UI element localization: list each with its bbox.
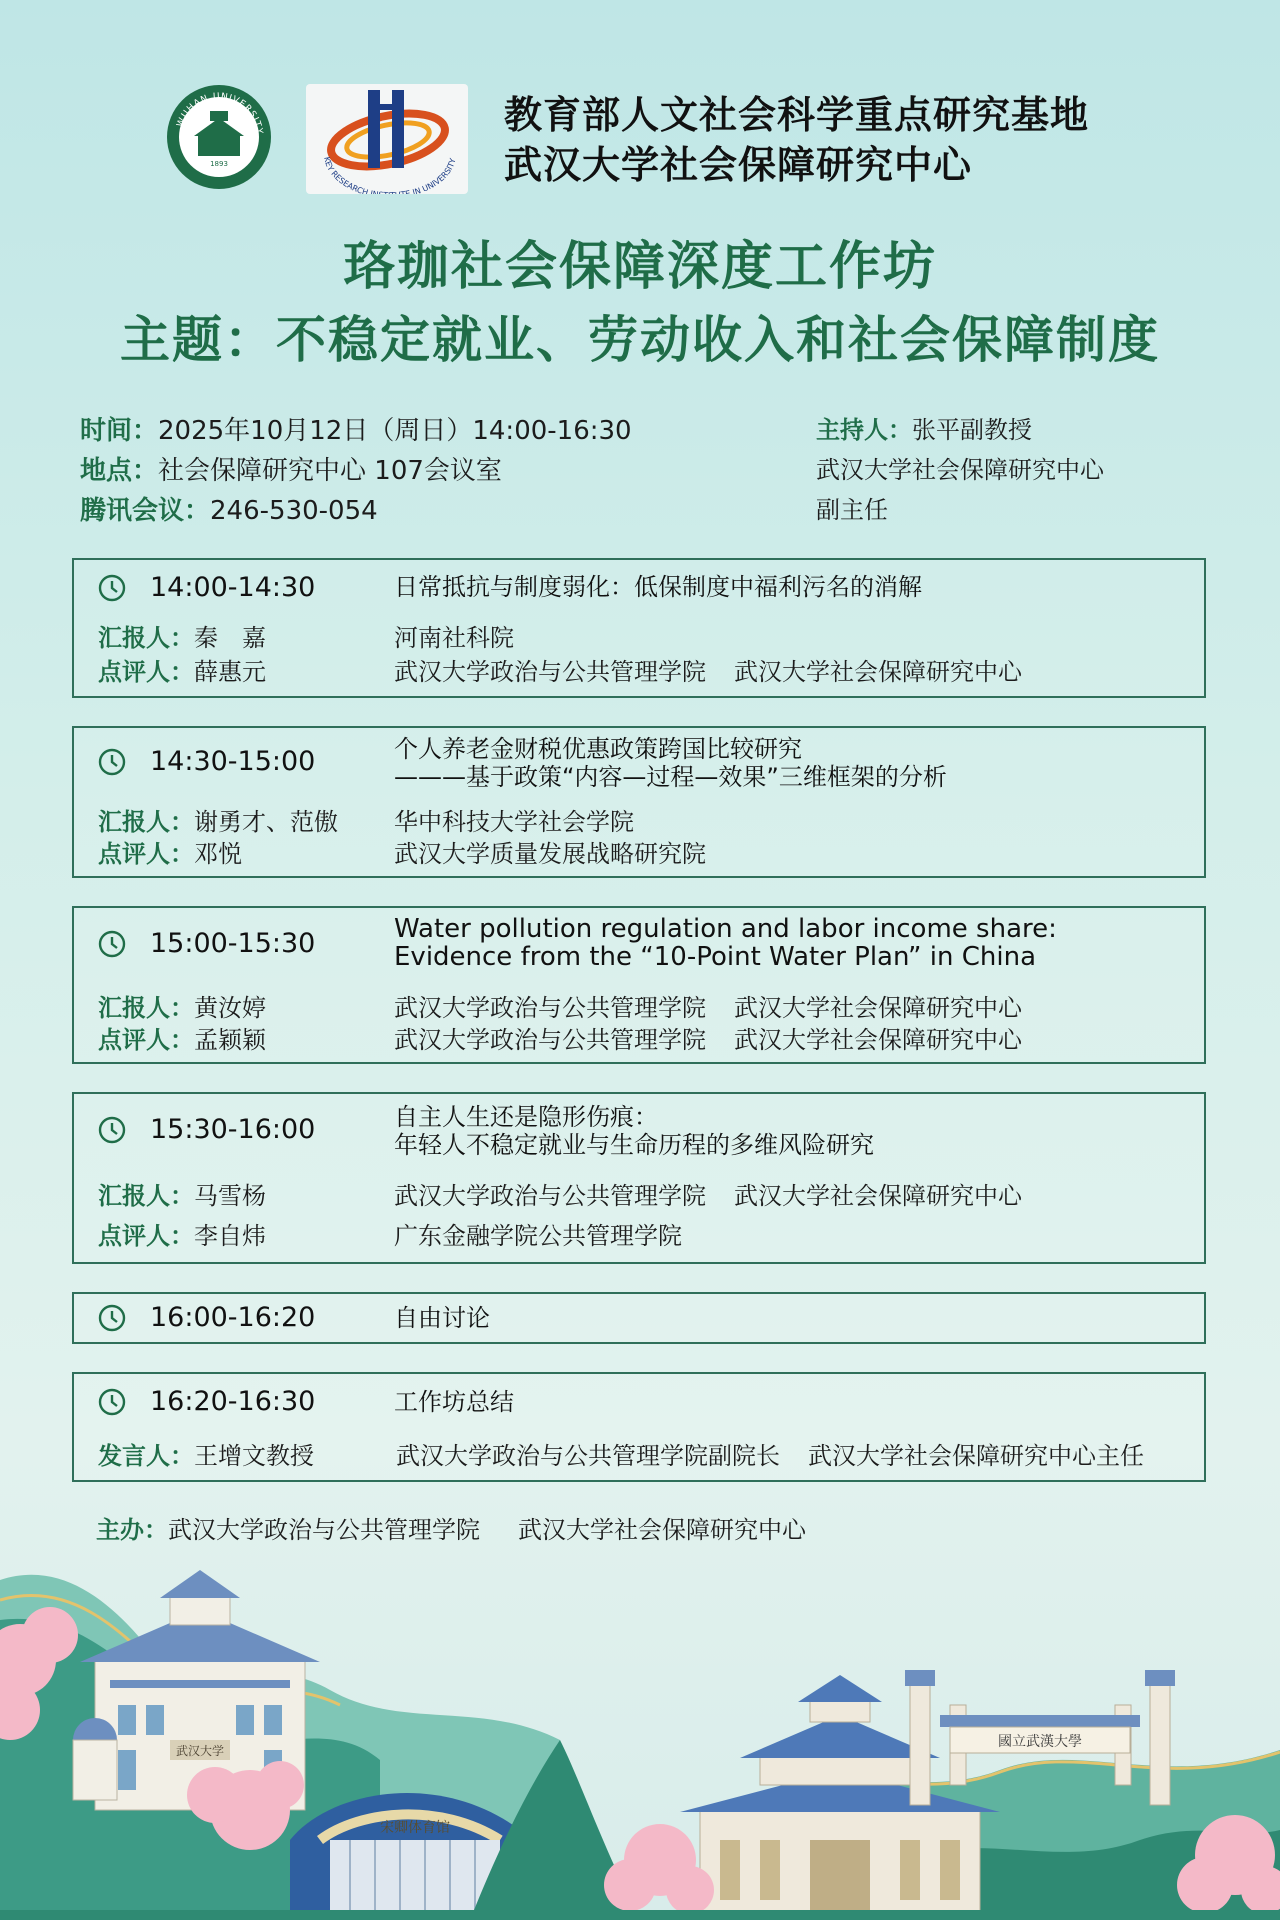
presenter-affiliation — [394, 1176, 1022, 1211]
info-meeting — [80, 490, 378, 527]
info-place — [80, 450, 502, 487]
presenter-name: 黄汝婷 — [194, 994, 266, 1022]
reviewer — [98, 652, 266, 687]
session-card — [72, 1372, 1206, 1482]
session-title: 工作坊总结 — [394, 1388, 514, 1416]
session-title-line2: Evidence from the “10-Point Water Plan” in China — [394, 942, 1037, 972]
reviewer-name: 李自炜 — [194, 1222, 266, 1250]
page-title: 珞珈社会保障深度工作坊 — [342, 237, 937, 297]
reviewer-name: 邓悦 — [194, 840, 242, 868]
presenter-name: 谢勇才、范傲 — [194, 808, 338, 836]
presenter-label: 汇报人： — [98, 994, 194, 1022]
info-time-value: 2025年10月12日（周日）14:00-16:30 — [158, 416, 632, 446]
reviewer-label: 点评人： — [98, 1222, 194, 1250]
info-place-value: 社会保障研究中心 107会议室 — [158, 456, 502, 486]
clock-icon — [98, 574, 126, 602]
presenter-affiliation — [394, 802, 634, 837]
gate-plaque-text: 國立武漢大學 — [998, 1734, 1082, 1750]
affiliation: 武汉大学社会保障研究中心主任 — [808, 1442, 1144, 1470]
speaker-label: 发言人： — [98, 1442, 194, 1470]
presenter-label: 汇报人： — [98, 808, 194, 836]
affiliation: 武汉大学社会保障研究中心 — [734, 1026, 1022, 1054]
reviewer — [98, 1216, 266, 1251]
presenter-label: 汇报人： — [98, 1182, 194, 1210]
clock-icon — [98, 1116, 126, 1144]
session-title: 自由讨论 — [394, 1304, 490, 1332]
reviewer — [98, 1020, 266, 1055]
presenter-name: 马雪杨 — [194, 1182, 266, 1210]
session-title-line2: 年轻人不稳定就业与生命历程的多维风险研究 — [394, 1131, 874, 1159]
info-meeting-value: 246-530-054 — [210, 496, 378, 526]
info-host-label: 主持人： — [816, 416, 912, 444]
session-card — [72, 558, 1206, 698]
affiliation: 武汉大学政治与公共管理学院副院长 — [396, 1442, 780, 1470]
campus-illustration — [0, 1540, 1280, 1920]
affiliation: 武汉大学质量发展战略研究院 — [394, 840, 706, 868]
info-time-label: 时间： — [80, 416, 159, 446]
session-title-line1: Water pollution regulation and labor income share: — [394, 914, 1057, 944]
org-name-line2: 武汉大学社会保障研究中心 — [504, 143, 973, 187]
speaker-name: 王增文教授 — [194, 1442, 314, 1470]
presenter — [98, 802, 338, 837]
reviewer-affiliation — [394, 1216, 682, 1251]
session-time: 14:30-15:00 — [150, 746, 316, 777]
session-title-line2: ———基于政策“内容—过程—效果”三维框架的分析 — [394, 763, 947, 791]
affiliation: 河南社科院 — [394, 624, 514, 652]
org-name-line1: 教育部人文社会科学重点研究基地 — [504, 93, 1090, 137]
info-host-org: 武汉大学社会保障研究中心 — [816, 456, 1104, 484]
key-research-institute-logo — [306, 84, 468, 194]
presenter-affiliation — [394, 618, 514, 653]
presenter-label: 汇报人： — [98, 624, 194, 652]
affiliation: 武汉大学社会保障研究中心 — [734, 658, 1022, 686]
reviewer-label: 点评人： — [98, 1026, 194, 1054]
info-host — [816, 410, 1032, 445]
speaker — [98, 1436, 314, 1471]
reviewer-affiliation — [394, 652, 1022, 687]
clock-icon — [98, 1388, 126, 1416]
clock-icon — [98, 930, 126, 958]
reviewer-label: 点评人： — [98, 840, 194, 868]
clock-icon — [98, 1304, 126, 1332]
affiliation: 武汉大学政治与公共管理学院 — [394, 1026, 706, 1054]
session-title: 日常抵抗与制度弱化：低保制度中福利污名的消解 — [394, 573, 922, 601]
reviewer — [98, 834, 242, 869]
session-title-line1: 个人养老金财税优惠政策跨国比较研究 — [394, 735, 802, 763]
logo1-year: 1893 — [210, 160, 228, 168]
reviewer-affiliation — [394, 834, 706, 869]
kri-emblem-icon — [306, 84, 468, 194]
session-time: 15:00-15:30 — [150, 928, 316, 959]
presenter-affiliation — [394, 988, 1022, 1023]
affiliation: 武汉大学社会保障研究中心 — [734, 1182, 1022, 1210]
affiliation: 武汉大学政治与公共管理学院 — [394, 658, 706, 686]
presenter — [98, 618, 266, 653]
wuhan-university-logo — [166, 84, 272, 190]
page-subtitle: 主题：不稳定就业、劳动收入和社会保障制度 — [120, 311, 1160, 369]
info-host-title: 副主任 — [816, 496, 888, 524]
info-host-value: 张平副教授 — [912, 416, 1032, 444]
affiliation: 华中科技大学社会学院 — [394, 808, 634, 836]
gym-sign-text: 宋卿体育馆 — [380, 1820, 450, 1836]
presenter — [98, 1176, 266, 1211]
organizers-label: 主办： — [96, 1516, 168, 1544]
info-place-label: 地点： — [80, 456, 159, 486]
building-sign-text: 武汉大学 — [175, 1744, 225, 1758]
session-time: 16:20-16:30 — [150, 1386, 316, 1417]
reviewer-name: 薛惠元 — [194, 658, 266, 686]
affiliation: 武汉大学政治与公共管理学院 — [394, 994, 706, 1022]
affiliation: 武汉大学政治与公共管理学院 — [394, 1182, 706, 1210]
organizer: 武汉大学社会保障研究中心 — [518, 1516, 806, 1544]
clock-icon — [98, 748, 126, 776]
session-time: 16:00-16:20 — [150, 1302, 316, 1333]
organizer: 武汉大学政治与公共管理学院 — [168, 1516, 480, 1544]
info-time — [80, 410, 632, 447]
reviewer-label: 点评人： — [98, 658, 194, 686]
presenter — [98, 988, 266, 1023]
affiliation: 武汉大学社会保障研究中心 — [734, 994, 1022, 1022]
reviewer-name: 孟颖颖 — [194, 1026, 266, 1054]
session-time: 14:00-14:30 — [150, 572, 316, 603]
reviewer-affiliation — [394, 1020, 1022, 1055]
session-card — [72, 1092, 1206, 1264]
session-time: 15:30-16:00 — [150, 1114, 316, 1145]
logo1-ring-text: WUHAN UNIVERSITY — [175, 91, 265, 136]
session-card — [72, 1292, 1206, 1344]
affiliation: 广东金融学院公共管理学院 — [394, 1222, 682, 1250]
logo2-ring-text: KEY RESEARCH I E IN UNIVERSITY — [322, 156, 458, 194]
session-card — [72, 726, 1206, 878]
presenter-name: 秦 嘉 — [194, 624, 266, 652]
session-title-line1: 自主人生还是隐形伤痕： — [394, 1103, 658, 1131]
speaker-affiliation — [396, 1436, 1144, 1471]
info-meeting-label: 腾讯会议： — [80, 496, 211, 526]
session-card — [72, 906, 1206, 1064]
